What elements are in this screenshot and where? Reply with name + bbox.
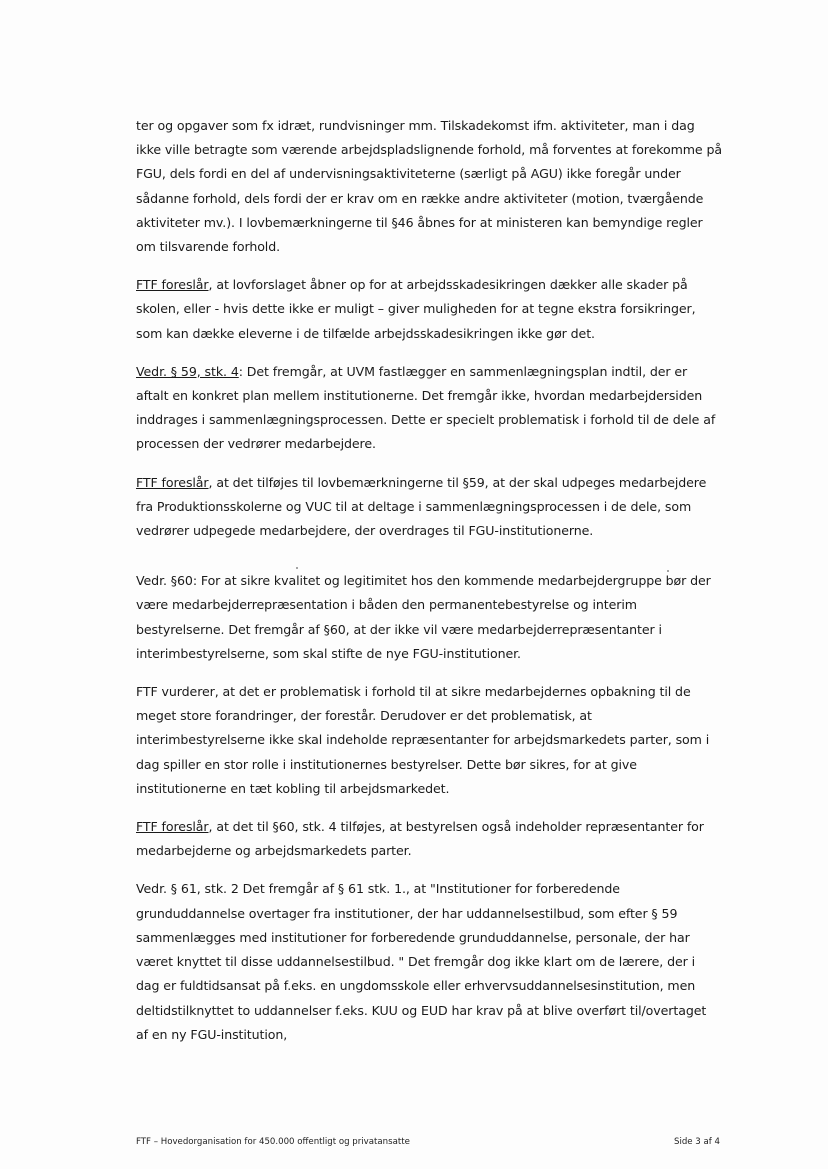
paragraph-6 [136, 680, 722, 801]
paragraph-text: , at det til §60, stk. 4 tilføjes, at bestyrelsen også indeholder repræsentanter for medarbejderne og arbejdsmarkedets parter. [136, 819, 704, 859]
paragraph-1 [136, 114, 722, 259]
spacer [136, 557, 722, 569]
paragraph-text: , at lovforslaget åbner op for at arbejdsskadesikringen dækker alle skader på skolen, eller - hvis dette ikke er muligt – giver muligheden for at tegne ekstra forsikringer, som kan dække eleverne i de tilfælde arbejdsskadesikringen ikke gør det. [136, 277, 696, 341]
paragraph-3 [136, 360, 722, 457]
paragraph-text: Vedr. §60: For at sikre kvalitet og legitimitet hos den kommende medarbejdergruppe bør der være medarbejderrepræsentation i båden den permanentebestyrelse og interim bestyrelserne. Det fremgår af §60, at der ikke vil være medarbejderrepræsentanter i interimbestyrelserne, som skal stifte de nye FGU-institutioner. [136, 573, 711, 661]
paragraph-label: FTF foreslår [136, 277, 209, 293]
paragraph-label: Vedr. § 59, stk. 4 [136, 363, 239, 379]
paragraph-5 [136, 569, 722, 666]
paragraph-8 [136, 877, 722, 1046]
paragraph-text: Vedr. § 61, stk. 2 Det fremgår af § 61 stk. 1., at "Institutioner for forberedende grunduddannelse overtager fra institutioner, der har uddannelsestilbud, som efter § 59 sammenlægges med institutioner for forberedende grunduddannelse, personale, der har været knyttet til disse uddannelsestilbud. " Det fremgår dog ikke klart om de lærere, der i dag er fuldtidsansat på f.eks. en ungdomsskole eller erhvervsuddannelsesinstitution, men deltidstilknyttet to uddannelser f.eks. KUU og EUD har krav på at blive overført til/overtaget af en ny FGU-institution, [136, 881, 707, 1042]
paragraph-text: FTF vurderer, at det er problematisk i forhold til at sikre medarbejdernes opbakning til de meget store forandringer, der forestår. Derudover er det problematisk, at interimbestyrelserne ikke skal indeholde repræsentanter for arbejdsmarkedets parter, som i dag spiller en stor rolle i institutionernes bestyrelser. Dette bør sikres, for at give institutionerne en tæt kobling til arbejdsmarkedet. [136, 684, 710, 796]
paragraph-4 [136, 471, 722, 544]
paragraph-text: , at det tilføjes til lovbemærkningerne til §59, at der skal udpeges medarbejdere fra Produktionsskolerne og VUC til at deltage i sammenlægningsprocessen i de dele, som vedrører udpegede medarbejdere, der overdrages til FGU-institutionerne. [136, 474, 707, 539]
scan-speck [296, 567, 298, 569]
footer-organization: FTF – Hovedorganisation for 450.000 offentligt og privatansatte [136, 1137, 410, 1147]
scan-speck [667, 570, 669, 572]
paragraph-2 [136, 273, 722, 346]
paragraph-7 [136, 815, 722, 863]
paragraph-label: FTF foreslår [136, 474, 209, 490]
paragraph-text: : Det fremgår, at UVM fastlægger en sammenlægningsplan indtil, der er aftalt en konkret plan mellem institutionerne. Det fremgår ikke, hvordan medarbejdersiden inddrages i sammenlægningsprocessen. Dette er specielt problematisk i forhold til de dele af processen der vedrører medarbejdere. [136, 363, 716, 452]
footer-page-number: Side 3 af 4 [673, 1137, 720, 1147]
paragraph-text: ter og opgaver som fx idræt, rundvisninger mm. Tilskadekomst ifm. aktiviteter, man i dag ikke ville betragte som værende arbejdspladslignende forhold, må forventes at forekomme på FGU, dels fordi en del af undervisningsaktiviteterne (særligt på AGU) ikke foregår under sådanne forhold, dels fordi der er krav om en række andre aktiviteter (motion, tværgående aktiviteter mv.). I lovbemærkningerne til §46 åbnes for at ministeren kan bemyndige regler om tilsvarende forhold. [136, 118, 722, 255]
paragraph-label: FTF foreslår [136, 819, 209, 835]
body-text [136, 114, 722, 1061]
